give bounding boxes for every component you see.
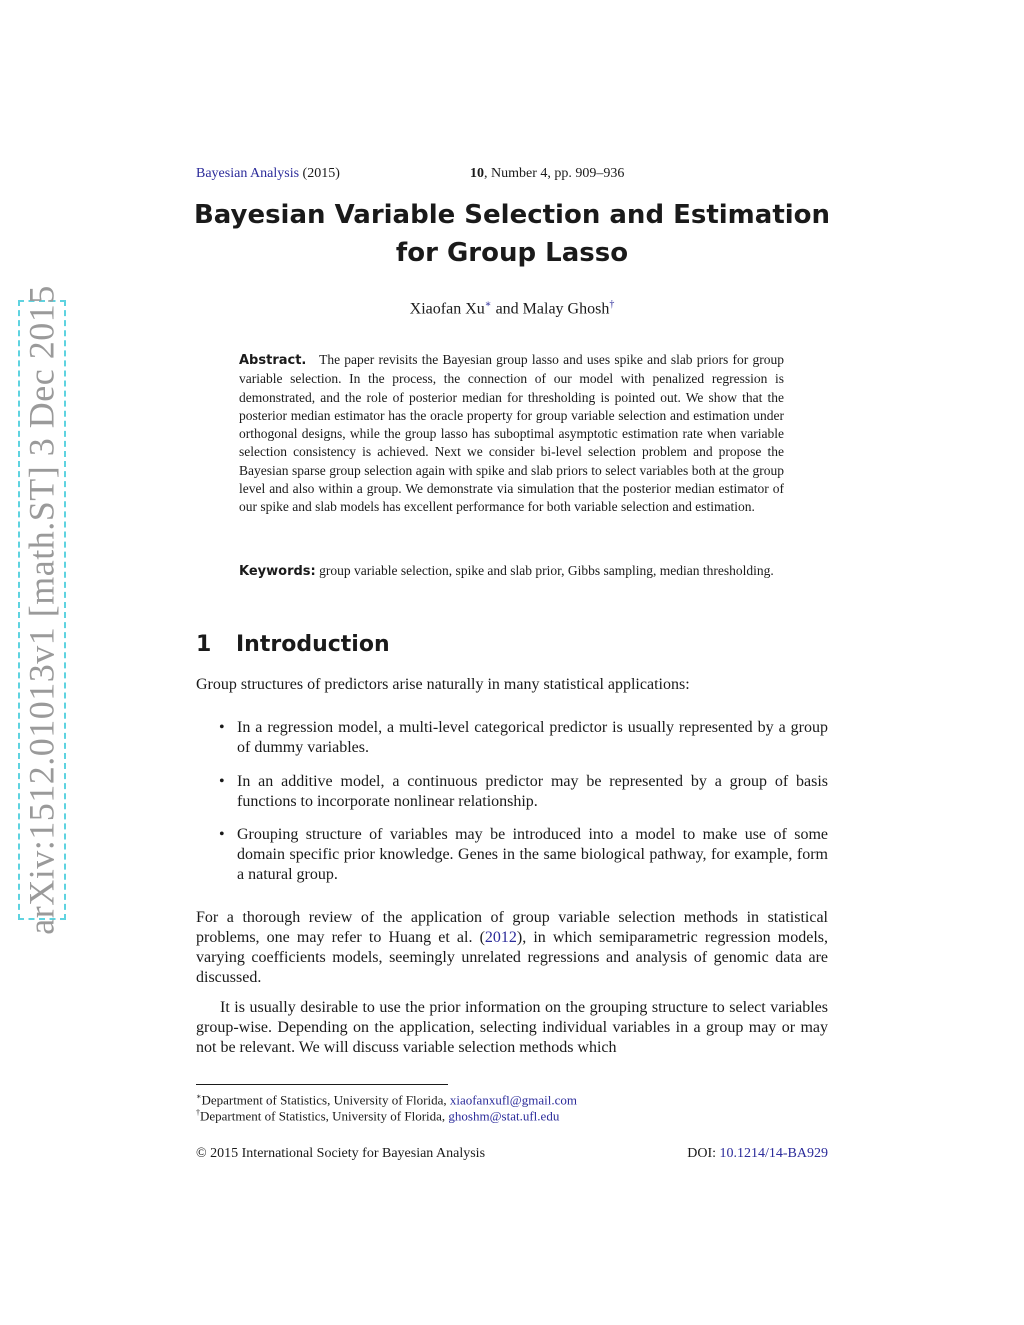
bullet-icon: • — [219, 772, 225, 790]
list-item-text: Grouping structure of variables may be introduced into a model to make use of some domain specific prior knowledge. Genes in the same biological pathway, for example, form a natural group. — [237, 826, 828, 883]
review-paragraph — [196, 908, 828, 988]
arxiv-stamp — [18, 285, 66, 935]
section-heading — [196, 632, 390, 657]
keywords — [239, 562, 784, 581]
footnote-2-mark: † — [196, 1108, 200, 1117]
footnote-1-text: Department of Statistics, University of Florida, — [201, 1092, 450, 1108]
abstract — [239, 351, 784, 517]
copyright-notice: © 2015 International Society for Bayesian Analysis — [196, 1146, 486, 1161]
author-1: Xiaofan Xu — [409, 300, 485, 318]
paper-title-line-1: Bayesian Variable Selection and Estimation — [193, 200, 831, 230]
doi-label: DOI: — [687, 1146, 720, 1161]
abstract-label: Abstract. — [239, 353, 307, 368]
review-text-2: ), in which semiparametric regression models, varying coefficients models, seemingly unrelated regressions and analysis of genomic data are discussed. — [196, 929, 828, 986]
list-item — [196, 718, 828, 758]
bullet-icon: • — [219, 826, 225, 843]
journal-volume: 10 — [470, 166, 484, 181]
footnote-2 — [196, 1105, 559, 1124]
bullet-list — [196, 718, 828, 899]
footnote-2-text: Department of Statistics, University of Florida, — [200, 1108, 449, 1124]
author-conjunction: and — [491, 300, 523, 318]
list-item-text: In a regression model, a multi-level categorical predictor is usually represented by a group of dummy variables. — [237, 719, 828, 756]
list-item — [196, 772, 828, 812]
doi-link[interactable]: 10.1214/14-BA929 — [719, 1146, 828, 1161]
arxiv-stamp-text: arXiv:1512.01013v1 [math.ST] 3 Dec 2015 — [22, 285, 62, 935]
intro-paragraph: Group structures of predictors arise naturally in many statistical applications: — [196, 676, 690, 693]
footnote-divider — [196, 1084, 448, 1085]
next-paragraph: It is usually desirable to use the prior information on the grouping structure to select variables group-wise. Depending on the application, selecting individual variables in a group may or may not be relevant. We will discuss variable selection methods which — [196, 999, 828, 1056]
keywords-text: group variable selection, spike and slab prior, Gibbs sampling, median thresholding. — [319, 563, 774, 578]
review-text-1: For a thorough review of the application of group variable selection methods in statistical problems, one may refer to Huang et al. ( — [196, 909, 828, 946]
section-title: Introduction — [236, 632, 390, 657]
list-item — [196, 825, 828, 885]
footnote-2-email-link[interactable]: ghoshm@stat.ufl.edu — [448, 1108, 560, 1124]
author-2: Malay Ghosh — [522, 300, 610, 318]
paper-title — [0, 196, 1024, 272]
footnote-1-mark: ∗ — [196, 1092, 202, 1101]
footnote-1-email-link[interactable]: xiaofanxufl@gmail.com — [449, 1092, 577, 1108]
paper-title-line-2: for Group Lasso — [395, 238, 629, 268]
journal-volume-info — [470, 166, 624, 182]
journal-name-link[interactable]: Bayesian Analysis — [196, 166, 300, 181]
bullet-icon: • — [219, 719, 225, 736]
keywords-label: Keywords: — [239, 564, 316, 579]
section-number: 1 — [196, 632, 212, 657]
author-2-footnote-mark[interactable]: † — [609, 299, 615, 310]
doi — [687, 1146, 828, 1162]
journal-year: (2015) — [302, 166, 340, 181]
abstract-text: The paper revisits the Bayesian group lasso and uses spike and slab priors for group variable selection. In the process, the connection of our model with penalized regression is demonstrated, and the role of posterior median for thresholding is pointed out. We show that the posterior median estimator has the oracle property for group variable selection and estimation under orthogonal designs, while the group lasso has suboptimal asymptotic estimation rate when variable selection consistency is achieved. Next we consider bi-level selection problem and propose the Bayesian sparse group selection again with spike and slab priors to select variables both at the group level and also within a group. We demonstrate via simulation that the posterior median estimator of our spike and slab models has excellent performance for both variable selection and estimation. — [239, 352, 784, 515]
citation-link[interactable]: 2012 — [484, 929, 517, 946]
author-list — [0, 299, 1024, 318]
journal-issue-pages: , Number 4, pp. 909–936 — [484, 166, 625, 181]
list-item-text: In an additive model, a continuous predictor may be represented by a group of basis functions to incorporate nonlinear relationship. — [237, 772, 828, 810]
author-1-footnote-mark[interactable]: ∗ — [484, 299, 492, 310]
journal-header — [196, 166, 625, 182]
